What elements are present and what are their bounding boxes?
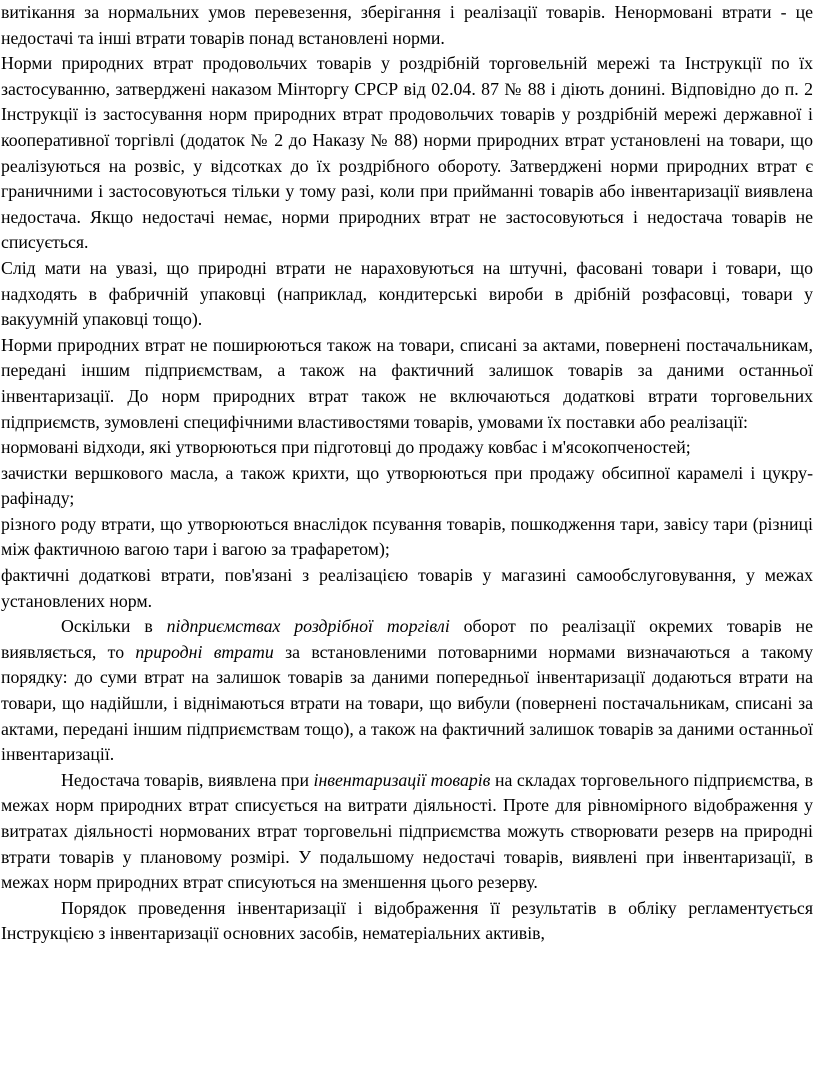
paragraph-7: [1, 896, 813, 947]
paragraph-1: [1, 0, 813, 51]
text-run: Порядок проведення інвентаризації і відображення її результатів в обліку регламентується Інструкцією з інвентаризації основних засобів, нематеріальних активів,: [1, 897, 813, 944]
text-run: Слід мати на увазі, що природні втрати не нараховуються на штучні, фасовані товари і товари, що надходять в фабричній упаковці (наприклад, кондитерські вироби в дрібній розфасовці, товари у вакуумній упаковці тощо).: [1, 257, 813, 330]
text-run: Недостача товарів, виявлена при: [61, 769, 314, 790]
text-run: Норми природних втрат не поширюються також на товари, списані за актами, повернені постачальникам, передані іншим підприємствам, а також на фактичний залишок товарів за даними останньої інвентаризації. До норм природних втрат також не включаються додаткові втрати торговельних підприємств, зумовлені специфічними властивостями товарів, умовами їх поставки або реалізації:: [1, 334, 813, 432]
paragraph-6: [1, 768, 813, 896]
text-run: фактичні додаткові втрати, пов'язані з реалізацією товарів у магазині самообслуговування, у межах установлених норм.: [1, 565, 813, 611]
paragraph-3: [1, 256, 813, 333]
text-run: витікання за нормальних умов перевезення, зберігання і реалізації товарів. Ненормовані втрати - це недостачі та інші втрати товарів понад встановлені норми.: [1, 2, 813, 48]
list-item-1: [1, 435, 813, 461]
list-item-4: [1, 563, 813, 614]
paragraph-4: [1, 333, 813, 435]
text-run: за встановленими потоварними нормами визначаються а такому порядку: до суми втрат на залишок товарів за даними попередньої інвентаризації додаються втрати на товари, що надійшли, і віднімаються втрати на товари, що вибули (повернені постачальникам, списані за актами, передані іншим підприємствам тощо), а також на фактичний залишок товарів за даними останньої інвентаризації.: [1, 641, 813, 765]
text-run: Норми природних втрат продовольчих товарів у роздрібній торговельній мережі та Інструкції по їх застосуванню, затверджені наказом Мінторгу СРСР від 02.04. 87 № 88 і діють донині. Відповідно до п. 2 Інструкції із застосування норм природних втрат продовольчих товарів у роздрібній мережі державної і кооперативної торгівлі (додаток № 2 до Наказу № 88) норми природних втрат установлені на товари, що реалізуються на розвіс, у відсотках до їх роздрібного обороту. Затверджені норми природних втрат є граничними і застосовуються тільки у тому разі, коли при прийманні товарів або інвентаризації виявлена недостача. Якщо недостачі немає, норми природних втрат не застосовуються і недостача товарів не списується.: [1, 53, 813, 253]
paragraph-5: [1, 614, 813, 768]
italic-term: підприємствах роздрібної торгівлі: [166, 616, 450, 637]
list-item-3: [1, 512, 813, 563]
text-run: нормовані відходи, які утворюються при підготовці до продажу ковбас і м'ясокопченостей;: [1, 437, 691, 458]
text-run: різного роду втрати, що утворюються внаслідок псування товарів, пошкодження тари, завісу тари (різниці між фактичною вагою тари і вагою за трафаретом);: [1, 513, 813, 560]
text-run: оборот по реалізації окремих товарів не виявляється, то: [1, 616, 813, 662]
text-run: зачистки вершкового масла, а також крихти, що утворюються при продажу обсипної карамелі і цукру-рафінаду;: [1, 462, 813, 509]
text-run: на складах торговельного підприємства, в межах норм природних втрат списується на витрати діяльності. Проте для рівномірного відображення у витратах діяльності нормованих втрат торговельні підприємства можуть створювати резерв на природні втрати товарів у плановому розмірі. У подальшому недостачі товарів, виявлені при інвентаризації, в межах норм природних втрат списуються на зменшення цього резерву.: [1, 769, 813, 893]
paragraph-2: [1, 51, 813, 256]
italic-term: інвентаризації товарів: [313, 769, 491, 790]
text-run: Оскільки в: [61, 616, 167, 637]
list-item-2: [1, 461, 813, 512]
italic-term: природні втрати: [135, 641, 274, 662]
